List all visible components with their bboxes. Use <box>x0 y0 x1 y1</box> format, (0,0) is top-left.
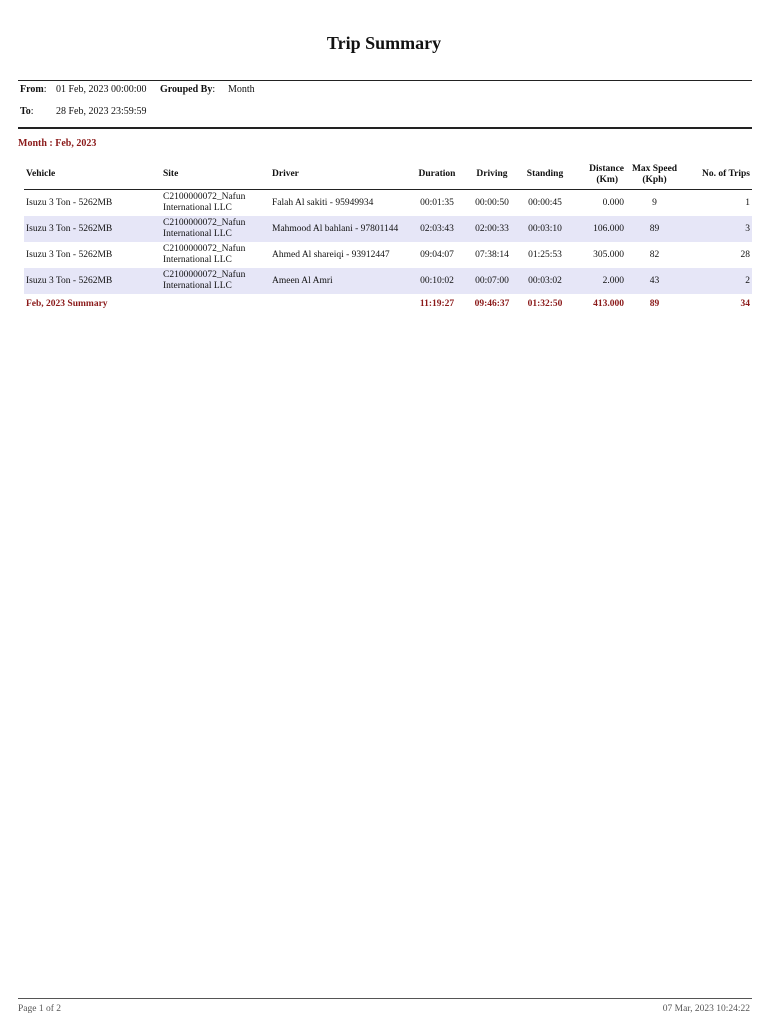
cell-driving: 07:38:14 <box>475 249 509 260</box>
header-top-rule <box>18 80 752 81</box>
header-bottom-rule <box>18 127 752 129</box>
to-param <box>20 106 34 117</box>
cell-site-line1: C2100000072_Nafun <box>163 270 246 280</box>
cell-driving: 02:00:33 <box>466 216 518 242</box>
to-value: 28 Feb, 2023 23:59:59 <box>56 106 147 117</box>
cell-max-speed: 82 <box>649 249 660 260</box>
cell-trips: 3 <box>683 216 752 242</box>
cell-driver: Ameen Al Amri <box>270 268 408 294</box>
cell-duration: 09:04:07 <box>420 249 454 260</box>
cell-site-line1: C2100000072_Nafun <box>163 192 246 202</box>
cell-driver: Falah Al sakiti - 95949934 <box>272 197 374 208</box>
cell-distance: 2.000 <box>572 268 626 294</box>
cell-standing: 00:03:10 <box>518 216 572 242</box>
print-timestamp: 07 Mar, 2023 10:24:22 <box>662 1004 750 1014</box>
cell-duration: 00:10:02 <box>408 268 466 294</box>
grouped-label: Grouped By <box>160 84 213 95</box>
col-standing: Standing <box>518 160 572 190</box>
col-site: Site <box>161 160 270 190</box>
report-title: Trip Summary <box>326 33 442 53</box>
cell-distance: 106.000 <box>572 216 626 242</box>
footer-rule <box>18 998 752 999</box>
cell-standing: 01:25:53 <box>528 249 562 260</box>
cell-vehicle: Isuzu 3 Ton - 5262MB <box>26 197 113 208</box>
cell-vehicle: Isuzu 3 Ton - 5262MB <box>24 216 161 242</box>
col-driving: Driving <box>466 160 518 190</box>
col-distance <box>572 160 626 190</box>
cell-driving: 00:00:50 <box>475 197 509 208</box>
summary-label: Feb, 2023 Summary <box>26 298 108 309</box>
cell-vehicle: Isuzu 3 Ton - 5262MB <box>26 249 113 260</box>
to-label: To <box>20 106 31 117</box>
page-number: Page 1 of 2 <box>18 1004 62 1014</box>
table-row <box>24 190 752 217</box>
summary-driving: 09:46:37 <box>474 298 510 309</box>
from-param <box>20 84 46 95</box>
cell-vehicle: Isuzu 3 Ton - 5262MB <box>24 268 161 294</box>
to-colon: : <box>30 106 34 117</box>
cell-max-speed: 89 <box>626 216 683 242</box>
group-title: Month : Feb, 2023 <box>18 138 97 149</box>
table-row <box>24 242 752 268</box>
cell-duration: 00:01:35 <box>420 197 454 208</box>
cell-distance: 305.000 <box>593 249 624 260</box>
cell-site-line2: International LLC <box>163 203 232 213</box>
summary-max-speed: 89 <box>649 298 660 309</box>
cell-site-line1: C2100000072_Nafun <box>163 218 246 228</box>
cell-site <box>161 190 270 217</box>
col-trips: No. of Trips <box>683 160 752 190</box>
col-duration: Duration <box>408 160 466 190</box>
table-row <box>24 216 752 242</box>
cell-duration: 02:03:43 <box>408 216 466 242</box>
trip-summary-table <box>24 160 752 314</box>
col-max-speed-line1: Max Speed <box>631 163 678 174</box>
col-max-speed <box>626 160 683 190</box>
grouped-value: Month <box>228 84 255 95</box>
from-label: From <box>20 84 44 95</box>
cell-site-line2: International LLC <box>163 255 232 265</box>
cell-site-line2: International LLC <box>163 229 232 239</box>
table-header-row <box>24 160 752 190</box>
cell-site <box>161 216 270 242</box>
cell-standing: 00:00:45 <box>528 197 562 208</box>
from-colon: : <box>43 84 47 95</box>
col-vehicle: Vehicle <box>24 160 161 190</box>
grouped-param <box>160 84 215 95</box>
from-value: 01 Feb, 2023 00:00:00 <box>56 84 147 95</box>
cell-driver: Mahmood Al bahlani - 97801144 <box>270 216 408 242</box>
cell-site <box>161 242 270 268</box>
table-row <box>24 268 752 294</box>
cell-trips: 1 <box>745 197 750 208</box>
grouped-colon: : <box>212 84 216 95</box>
cell-driver: Ahmed Al shareiqi - 93912447 <box>272 249 390 260</box>
col-distance-line1: Distance <box>589 163 624 174</box>
cell-trips: 28 <box>740 249 750 260</box>
summary-row <box>24 294 752 314</box>
summary-standing: 01:32:50 <box>527 298 563 309</box>
cell-trips: 2 <box>683 268 752 294</box>
summary-duration: 11:19:27 <box>419 298 455 309</box>
cell-max-speed: 43 <box>626 268 683 294</box>
col-distance-line2: (Km) <box>596 174 618 185</box>
cell-site <box>161 268 270 294</box>
summary-trips: 34 <box>740 298 750 309</box>
cell-site-line1: C2100000072_Nafun <box>163 244 246 254</box>
cell-standing: 00:03:02 <box>518 268 572 294</box>
col-driver: Driver <box>270 160 408 190</box>
cell-distance: 0.000 <box>602 197 624 208</box>
col-max-speed-line2: (Kph) <box>642 174 667 185</box>
cell-driving: 00:07:00 <box>466 268 518 294</box>
cell-site-line2: International LLC <box>163 281 232 291</box>
cell-max-speed: 9 <box>652 197 657 208</box>
summary-distance: 413.000 <box>593 298 624 309</box>
